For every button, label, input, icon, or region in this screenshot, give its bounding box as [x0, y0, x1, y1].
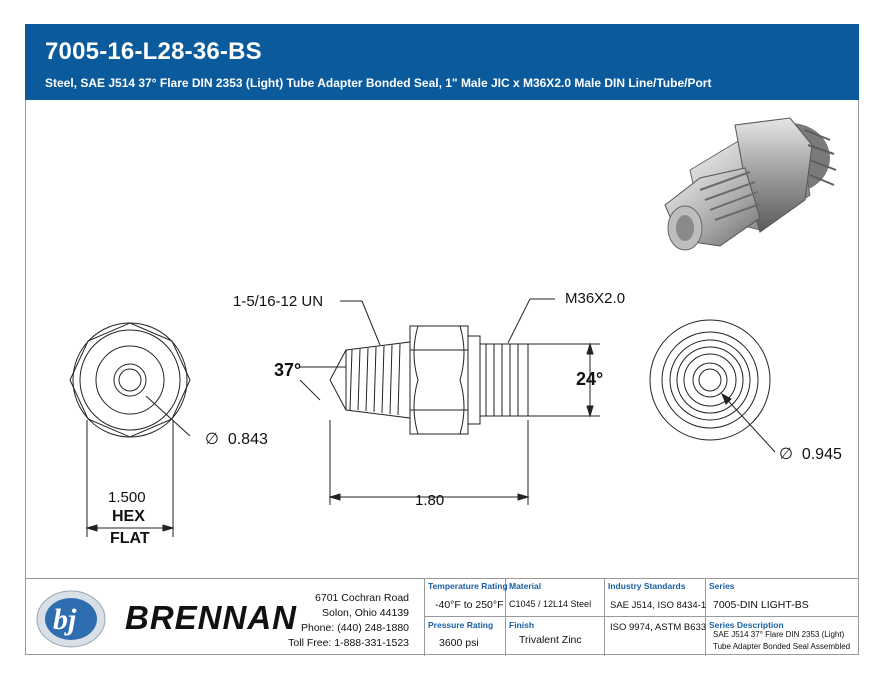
diameter-left-value: 0.843 [227, 431, 268, 448]
finish-value: Trivalent Zinc [519, 634, 582, 646]
material-value: C1045 / 12L14 Steel [509, 599, 592, 609]
angle-right-label: 24° [576, 369, 604, 389]
side-view [300, 299, 600, 505]
address-line: 6701 Cochran Road [315, 592, 409, 604]
diameter-symbol: ∅ [779, 446, 793, 463]
diameter-symbol: ∅ [205, 431, 219, 448]
part-description: Steel, SAE J514 37° Flare DIN 2353 (Light) Tube Adapter Bonded Seal, 1" Male JIC x M36X2.0 Male DIN Line/Tube/Port [45, 76, 712, 90]
title-block [25, 578, 859, 656]
series-value: 7005-DIN LIGHT-BS [713, 599, 809, 611]
length-label: 1.80 [415, 492, 445, 509]
thread-right-label: M36X2.0 [565, 290, 626, 307]
brennan-logo [33, 585, 113, 649]
diameter-right [779, 444, 842, 464]
svg-text:bj: bj [53, 603, 77, 636]
fitting-3d-render [665, 118, 836, 250]
thread-left-label: 1-5/16-12 UN [233, 293, 324, 310]
flat-label: FLAT [110, 530, 150, 547]
series-heading: Series [709, 581, 735, 591]
standards-line2: ISO 9974, ASTM B633 [610, 622, 707, 633]
pressure-value: 3600 psi [439, 637, 479, 649]
diameter-left [205, 429, 268, 449]
address-line: Toll Free: 1-888-331-1523 [288, 637, 409, 649]
standards-line1: SAE J514, ISO 8434-1 [610, 600, 707, 611]
hex-size-label: 1.500 [108, 489, 146, 506]
part-number-title: 7005-16-L28-36-BS [45, 38, 262, 65]
finish-heading: Finish [509, 620, 535, 630]
company-address [288, 591, 409, 651]
hex-label: HEX [112, 508, 145, 525]
diameter-right-value: 0.945 [801, 446, 842, 463]
material-heading: Material [509, 581, 542, 591]
series-description-line1: SAE J514 37° Flare DIN 2353 (Light) [713, 630, 845, 639]
series-description-line2: Tube Adapter Bonded Seal Assembled [713, 642, 851, 651]
address-line: Solon, Ohio 44139 [322, 607, 409, 619]
address-line: Phone: (440) 248-1880 [301, 622, 409, 634]
temperature-value: -40°F to 250°F [435, 599, 504, 611]
angle-left-label: 37° [274, 360, 302, 380]
temperature-heading: Temperature Rating [428, 581, 508, 591]
brand-name: BRENNAN [125, 599, 297, 636]
standards-heading: Industry Standards [608, 581, 686, 591]
series-description-heading: Series Description [709, 620, 784, 630]
right-end-view [650, 320, 775, 452]
pressure-heading: Pressure Rating [428, 620, 494, 630]
